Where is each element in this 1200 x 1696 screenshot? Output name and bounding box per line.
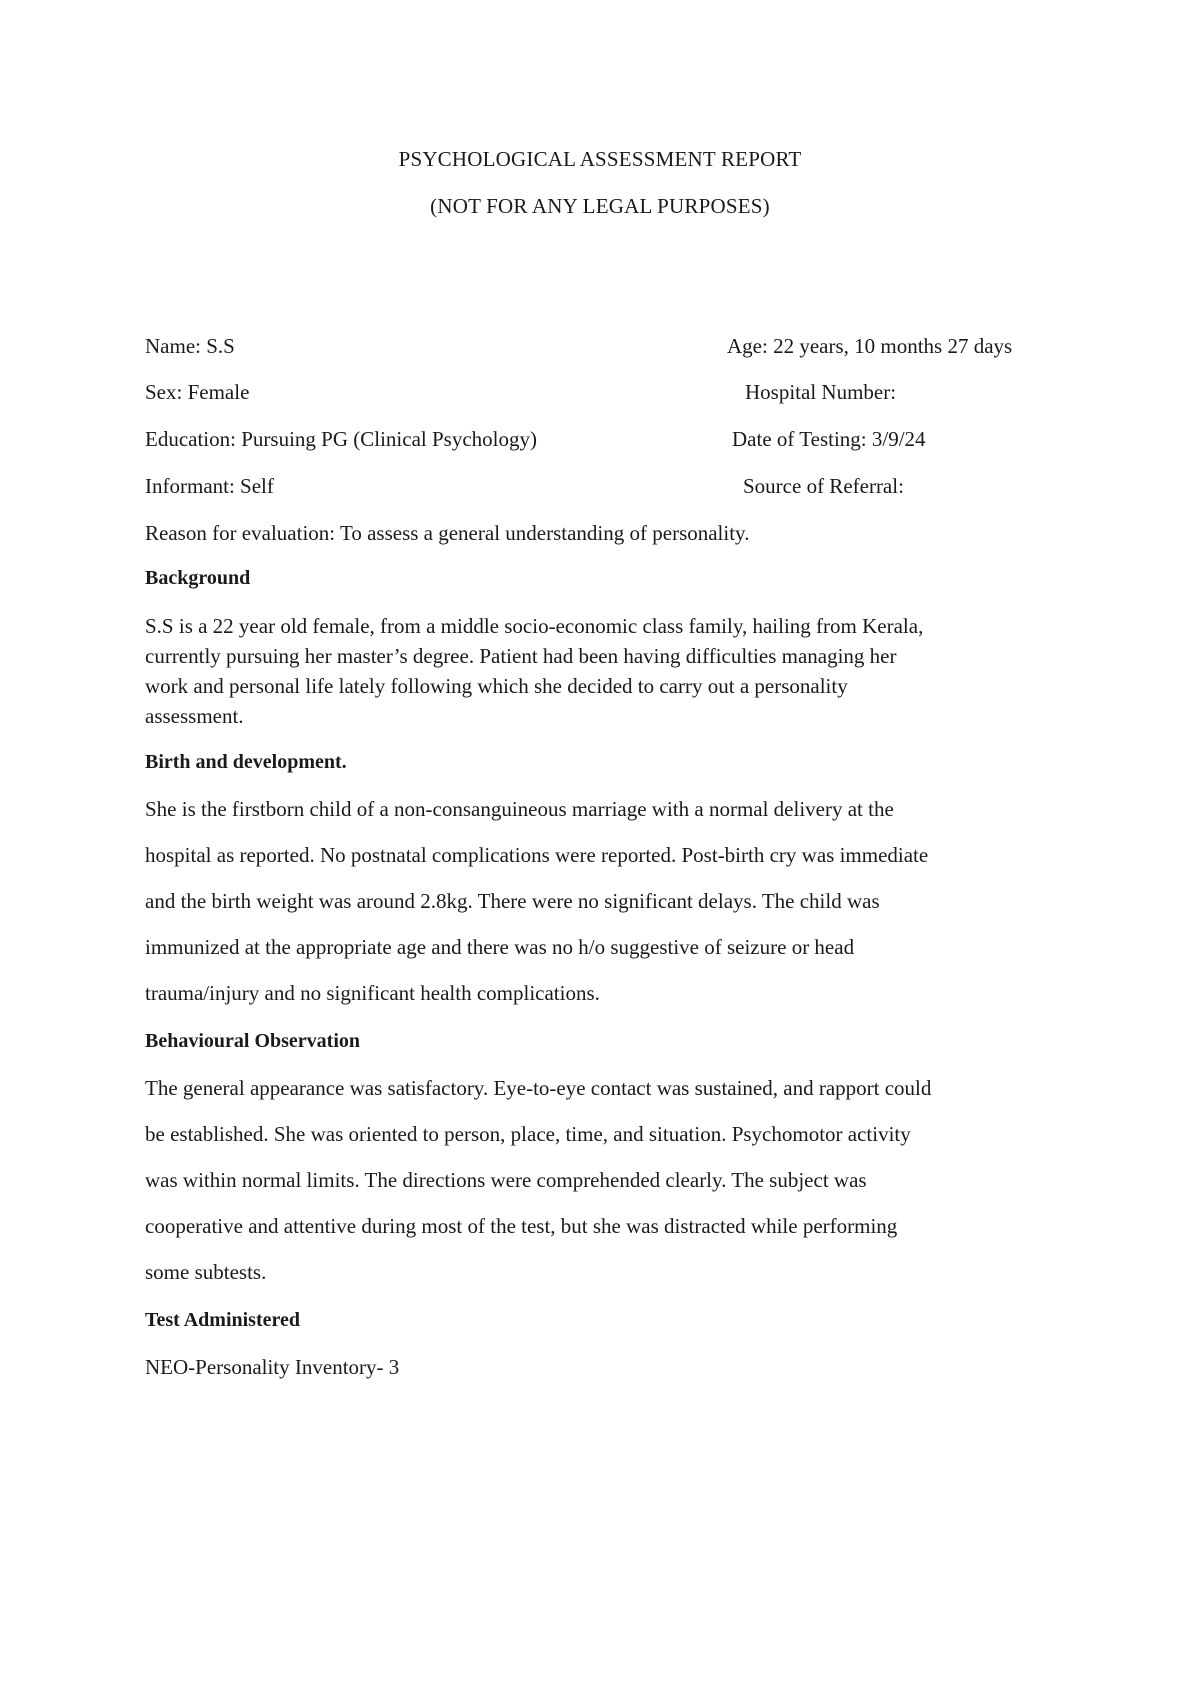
background-paragraph: [145, 611, 1065, 731]
detail-education: Education: Pursuing PG (Clinical Psychology): [145, 427, 537, 451]
behaviour-paragraph: [145, 1065, 1065, 1295]
tests-heading: Test Administered: [145, 1309, 301, 1331]
behaviour-line: The general appearance was satisfactory. Eye-to-eye contact was sustained, and rapport could: [145, 1076, 932, 1100]
detail-reason: Reason for evaluation: To assess a general understanding of personality.: [145, 521, 750, 545]
background-line: assessment.: [145, 704, 244, 728]
background-heading: Background: [145, 567, 251, 589]
background-line: work and personal life lately following which she decided to carry out a personality: [145, 674, 848, 698]
behaviour-line: be established. She was oriented to person, place, time, and situation. Psychomotor activity: [145, 1122, 911, 1146]
behaviour-line: some subtests.: [145, 1260, 267, 1284]
detail-name: Name: S.S: [145, 334, 235, 358]
birth-paragraph: [145, 786, 1065, 1016]
birth-line: trauma/injury and no significant health complications.: [145, 981, 600, 1005]
birth-line: immunized at the appropriate age and there was no h/o suggestive of seizure or head: [145, 935, 855, 959]
behaviour-line: cooperative and attentive during most of the test, but she was distracted while performing: [145, 1214, 898, 1238]
detail-age: Age: 22 years, 10 months 27 days: [727, 334, 1013, 358]
test-item: NEO-Personality Inventory- 3: [145, 1355, 400, 1379]
detail-sex: Sex: Female: [145, 380, 250, 404]
background-line: currently pursuing her master’s degree. Patient had been having difficulties managing her: [145, 644, 897, 668]
birth-line: She is the firstborn child of a non-consanguineous marriage with a normal delivery at the: [145, 797, 894, 821]
detail-source-of-referral: Source of Referral:: [743, 474, 904, 498]
detail-hospital-number: Hospital Number:: [745, 380, 897, 404]
birth-line: and the birth weight was around 2.8kg. There were no significant delays. The child was: [145, 889, 880, 913]
detail-informant: Informant: Self: [145, 474, 274, 498]
birth-line: hospital as reported. No postnatal complications were reported. Post-birth cry was immediate: [145, 843, 929, 867]
behaviour-heading: Behavioural Observation: [145, 1030, 361, 1052]
report-title: PSYCHOLOGICAL ASSESSMENT REPORT: [398, 147, 802, 171]
birth-heading: Birth and development.: [145, 751, 347, 773]
background-line: S.S is a 22 year old female, from a middle socio-economic class family, hailing from Kerala,: [145, 614, 924, 638]
detail-date-of-testing: Date of Testing: 3/9/24: [732, 427, 926, 451]
report-subtitle: (NOT FOR ANY LEGAL PURPOSES): [430, 194, 770, 218]
behaviour-line: was within normal limits. The directions were comprehended clearly. The subject was: [145, 1168, 867, 1192]
